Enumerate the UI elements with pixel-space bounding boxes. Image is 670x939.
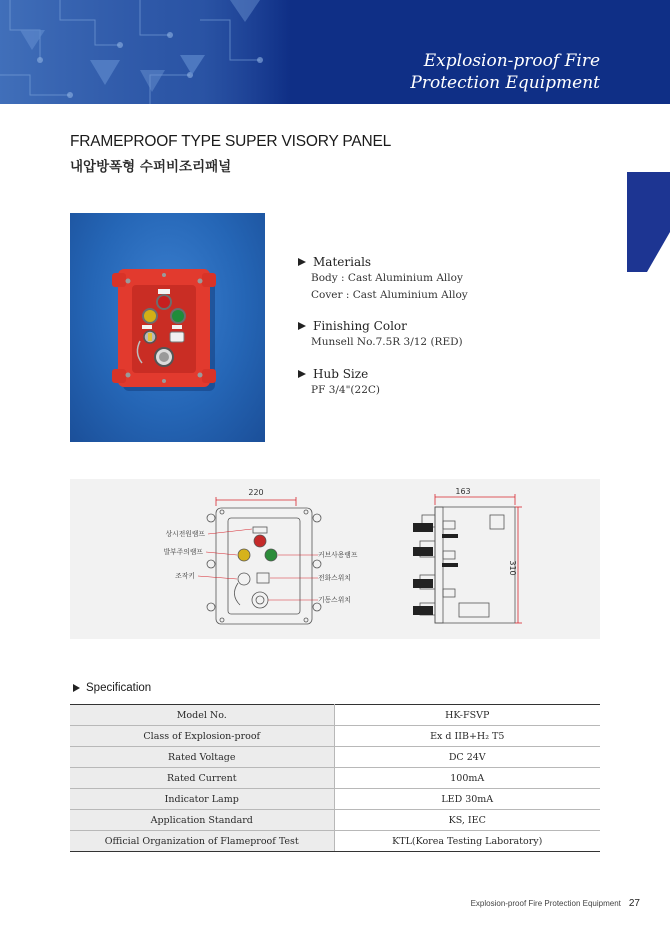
banner-title-line1: Explosion-proof Fire	[423, 51, 600, 71]
property-finishing-color	[298, 318, 468, 351]
page-number: 27	[628, 898, 640, 909]
bullet-triangle-icon	[298, 322, 306, 330]
specification-title	[73, 682, 151, 694]
side-width-label: 163	[455, 487, 471, 496]
product-title-korean: 내압방폭형 수퍼비조리패널	[70, 159, 232, 175]
drawing-label-left: 상시전원램프	[165, 530, 205, 538]
spec-value: 100mA	[334, 768, 600, 789]
bullet-triangle-icon	[73, 684, 80, 692]
spec-key: Rated Voltage	[70, 747, 334, 768]
front-width-label: 220	[248, 488, 264, 497]
banner-title	[410, 50, 600, 94]
section-side-tab	[627, 172, 670, 272]
table-row	[70, 789, 600, 810]
side-height-label: 310	[508, 560, 517, 576]
table-row	[70, 831, 600, 852]
side-tab-corner-cut	[627, 172, 670, 272]
drawing-label-left: 조작키	[175, 572, 195, 580]
spec-key: Official Organization of Flameproof Test	[70, 831, 334, 852]
table-row	[70, 726, 600, 747]
circuit-pattern-decoration	[0, 0, 290, 104]
footer-text: Explosion-proof Fire Protection Equipment	[470, 899, 621, 908]
property-materials	[298, 254, 468, 303]
spec-key: Model No.	[70, 705, 334, 726]
product-photo	[70, 213, 265, 442]
side-view	[420, 507, 515, 623]
spec-value: KS, IEC	[334, 810, 600, 831]
dimension-drawing	[70, 479, 600, 639]
page-footer	[471, 898, 640, 909]
spec-value: Ex d IIB+H₂ T5	[334, 726, 600, 747]
property-line: Body : Cast Aluminium Alloy	[311, 272, 463, 284]
drawing-label-right: 기동스위치	[318, 596, 351, 604]
property-heading: Materials	[313, 255, 372, 269]
drawing-label-left: 발부주의램프	[163, 548, 203, 556]
technical-drawing	[70, 479, 600, 639]
specification-table	[70, 704, 600, 852]
spec-value: HK-FSVP	[334, 705, 600, 726]
banner-title-line2: Protection Equipment	[410, 73, 600, 93]
specification-title-text: Specification	[86, 682, 152, 694]
property-hub-size	[298, 366, 468, 399]
spec-value: LED 30mA	[334, 789, 600, 810]
table-row	[70, 768, 600, 789]
spec-key: Class of Explosion-proof	[70, 726, 334, 747]
property-heading: Finishing Color	[313, 319, 407, 333]
front-width-dimension	[216, 497, 296, 506]
spec-key: Application Standard	[70, 810, 334, 831]
spec-key: Indicator Lamp	[70, 789, 334, 810]
material-properties	[298, 254, 468, 413]
table-row	[70, 810, 600, 831]
spec-value: DC 24V	[334, 747, 600, 768]
drawing-label-right: 커브사용램프	[318, 551, 358, 559]
property-line: PF 3/4"(22C)	[311, 383, 381, 396]
property-line: Munsell No.7.5R 3/12 (RED)	[311, 336, 463, 348]
product-title: FRAMEPROOF TYPE SUPER VISORY PANEL	[70, 133, 392, 150]
panel-illustration	[70, 213, 265, 442]
table-row	[70, 747, 600, 768]
property-line: Cover : Cast Aluminium Alloy	[311, 288, 468, 301]
spec-key: Rated Current	[70, 768, 334, 789]
table-row	[70, 705, 600, 726]
bullet-triangle-icon	[298, 370, 306, 378]
side-width-dimension	[435, 494, 522, 623]
header-banner	[0, 0, 670, 104]
bullet-triangle-icon	[298, 258, 306, 266]
spec-value: KTL(Korea Testing Laboratory)	[334, 831, 600, 852]
drawing-label-right: 전화스위치	[318, 574, 351, 582]
property-heading: Hub Size	[313, 366, 369, 381]
